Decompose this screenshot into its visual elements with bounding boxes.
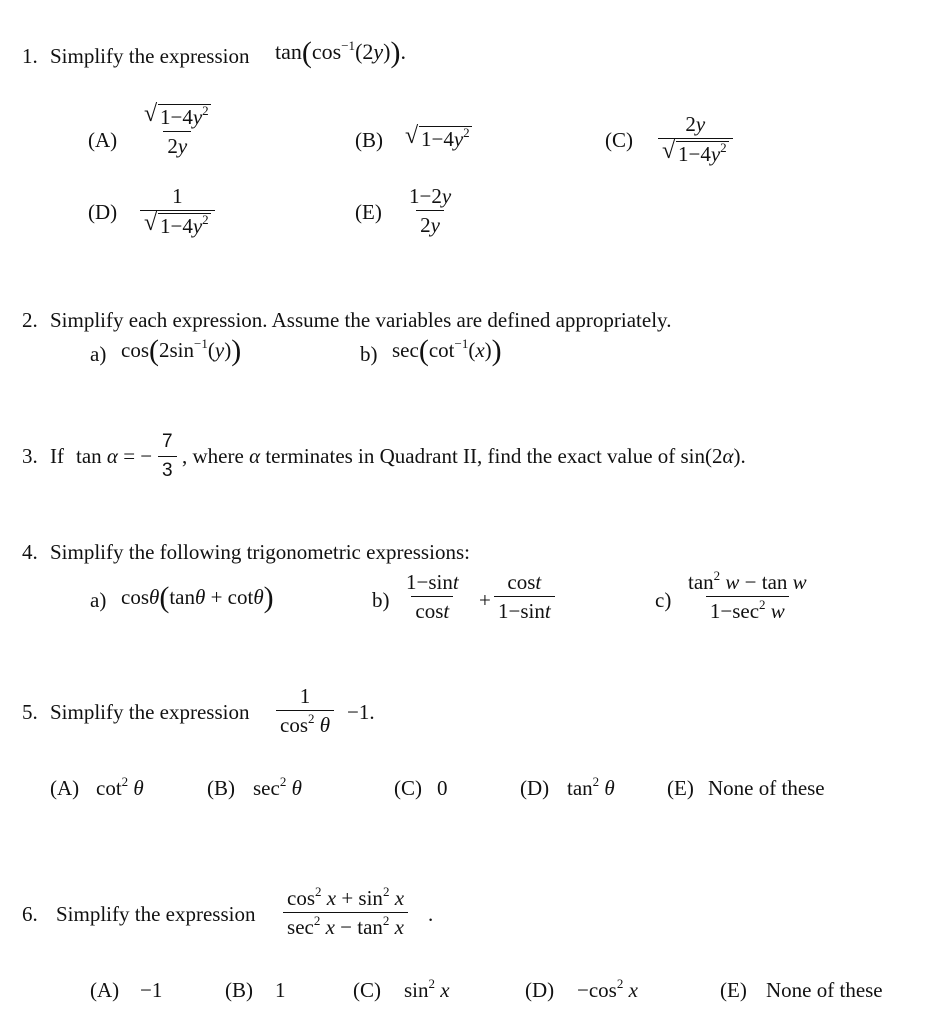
q1-choice-c-label[interactable]: (C) bbox=[605, 128, 633, 152]
q5-choice-d-expr[interactable]: $\tan^2 \theta$ bbox=[567, 774, 615, 800]
q1-expression: $\tan(\cos^{-1}(2y))$. bbox=[275, 36, 406, 69]
q6-choice-a-expr[interactable]: −1 bbox=[140, 978, 163, 1002]
q1-choice-b-expr[interactable]: √ $1-4y^2$ bbox=[405, 123, 470, 151]
q1-choice-d-label[interactable]: (D) bbox=[88, 200, 118, 224]
q1-choice-c-expr[interactable]: 2y √ $1-4y^2$ bbox=[658, 112, 733, 166]
q3-rest: , where α terminates in Quadrant II, find the exact value of sin(2α). bbox=[182, 444, 746, 468]
q4-text: Simplify the following trigonometric expressions: bbox=[50, 540, 470, 564]
q3-lhs: tan α = − bbox=[76, 444, 153, 468]
q1-text: Simplify the expression bbox=[50, 44, 250, 68]
q5-fraction: $\frac{1}{\cos^2 \theta}$ bbox=[276, 684, 334, 737]
q4-number: 4. bbox=[22, 540, 38, 564]
q6-fraction: $\cos^2 x + \sin^2 x$ $\sec^2 x - \tan^2 x$ bbox=[283, 886, 408, 939]
q6-tail: . bbox=[428, 902, 434, 926]
q5-choice-c-expr[interactable]: 0 bbox=[437, 776, 448, 800]
q2-text: Simplify each expression. Assume the variables are defined appropriately. bbox=[50, 308, 672, 332]
q2-part-b-expr: $\sec(\cot^{-1}(x))$ bbox=[392, 334, 502, 367]
q2-part-b-label: b) bbox=[360, 342, 378, 366]
q4-part-b-frac1: $\frac{1-\sin t}{\cos t}$ bbox=[406, 570, 459, 623]
q1-number: 1. bbox=[22, 44, 38, 68]
q4-part-b-frac2: $\frac{\cos t}{1-\sin t}$ bbox=[494, 570, 555, 623]
q1-choice-e-label[interactable]: (E) bbox=[355, 200, 382, 224]
q6-choice-e-expr[interactable]: None of these bbox=[766, 978, 883, 1002]
q1-choice-d-expr[interactable]: 1 √ $1-4y^2$ bbox=[140, 184, 215, 238]
q6-number: 6. bbox=[22, 902, 38, 926]
q1-choice-a-expr[interactable]: √ $1-4y^2$ 2y bbox=[144, 101, 209, 158]
q4-part-c-frac: $\tan^2 w - \tan w$ $1-\sec^2$ w bbox=[688, 568, 807, 623]
q6-choice-b-expr[interactable]: 1 bbox=[275, 978, 286, 1002]
q4-part-b-plus: + bbox=[479, 588, 491, 612]
q6-choice-c-expr[interactable]: $\sin^2 x$ bbox=[404, 976, 450, 1002]
q6-choice-c-label[interactable]: (C) bbox=[353, 978, 381, 1002]
q4-part-a-expr: cosθ(tanθ + cotθ) bbox=[121, 581, 274, 614]
q3-prefix: If bbox=[50, 444, 64, 468]
q6-text: Simplify the expression bbox=[56, 902, 256, 926]
q2-number: 2. bbox=[22, 308, 38, 332]
q5-choice-d-label[interactable]: (D) bbox=[520, 776, 550, 800]
q1-choice-a-label[interactable]: (A) bbox=[88, 128, 118, 152]
q3-fraction: $\frac{7}{3}$ bbox=[158, 430, 177, 483]
q5-choice-a-label[interactable]: (A) bbox=[50, 776, 80, 800]
q4-part-c-label: c) bbox=[655, 588, 672, 612]
q5-choice-c-label[interactable]: (C) bbox=[394, 776, 422, 800]
q5-tail: −1. bbox=[347, 700, 375, 724]
q4-part-a-label: a) bbox=[90, 588, 107, 612]
q5-choice-e-label[interactable]: (E) bbox=[667, 776, 694, 800]
q1-choice-b-label[interactable]: (B) bbox=[355, 128, 383, 152]
q5-text: Simplify the expression bbox=[50, 700, 250, 724]
q1-choice-e-expr[interactable]: $\frac{1-2y}{2y}$ bbox=[409, 184, 452, 237]
q5-choice-b-label[interactable]: (B) bbox=[207, 776, 235, 800]
q2-part-a-label: a) bbox=[90, 342, 107, 366]
q3-number: 3. bbox=[22, 444, 38, 468]
q6-choice-d-expr[interactable]: $-\cos^2$ x bbox=[577, 976, 638, 1002]
q6-choice-d-label[interactable]: (D) bbox=[525, 978, 555, 1002]
q5-choice-e-expr[interactable]: None of these bbox=[708, 776, 825, 800]
q5-choice-b-expr[interactable]: $\sec^2 \theta$ bbox=[253, 774, 302, 800]
q6-choice-e-label[interactable]: (E) bbox=[720, 978, 747, 1002]
q5-choice-a-expr[interactable]: $\cot^2 \theta$ bbox=[96, 774, 144, 800]
q4-part-b-label: b) bbox=[372, 588, 390, 612]
q2-part-a-expr: $\cos(2\sin^{-1}(y))$ bbox=[121, 334, 242, 367]
q6-choice-b-label[interactable]: (B) bbox=[225, 978, 253, 1002]
q5-number: 5. bbox=[22, 700, 38, 724]
q6-choice-a-label[interactable]: (A) bbox=[90, 978, 120, 1002]
